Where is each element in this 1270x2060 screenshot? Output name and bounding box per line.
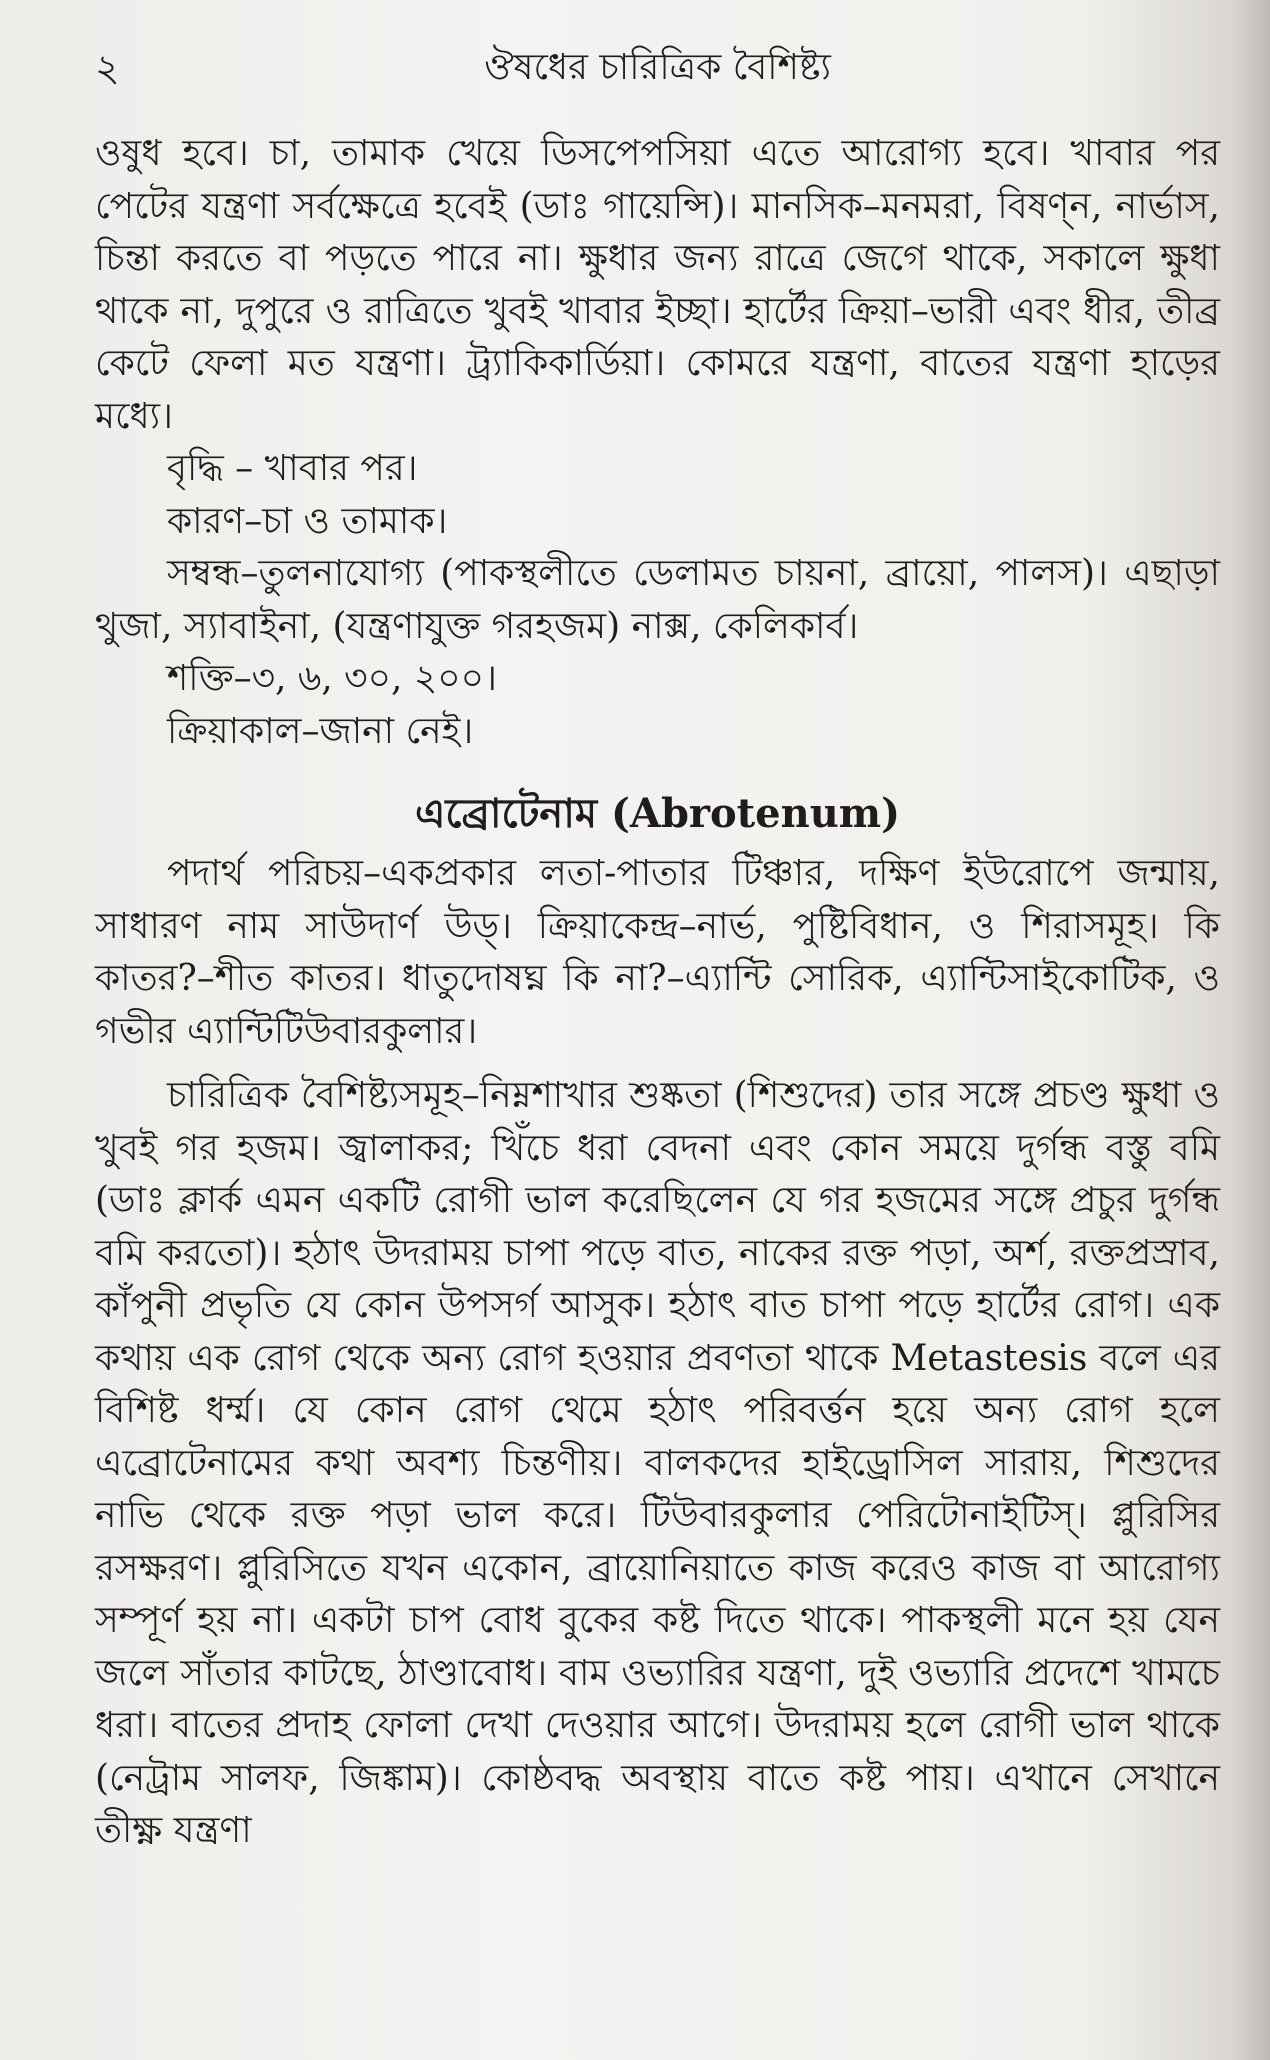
paragraph-characteristics: চারিত্রিক বৈশিষ্ট্যসমূহ–নিম্নশাখার শুষ্কতা (শিশুদের) তার সঙ্গে প্রচণ্ড ক্ষুধা ও খুবই গর হজম। জ্বালাকর; খিঁচে ধরা বেদনা এবং কোন সময়ে দুর্গন্ধ বস্তু বমি (ডাঃ ক্লার্ক এমন একটি রোগী ভাল করেছিলেন যে গর হজমের সঙ্গে প্রচুর দুর্গন্ধ বমি করতো)। হঠাৎ উদরাময় চাপা পড়ে বাত, নাকের রক্ত পড়া, অর্শ, রক্তপ্রস্রাব, কাঁপুনী প্রভৃতি যে কোন উপসর্গ আসুক। হঠাৎ বাত চাপা পড়ে হার্টের রোগ। এক কথায় এক রোগ থেকে অন্য রোগ হওয়ার প্রবণতা থাকে Metastesis বলে এর বিশিষ্ট ধর্ম্ম। যে কোন রোগ থেমে হঠাৎ পরিবর্ত্তন হয়ে অন্য রোগ হলে এব্রোটেনামের কথা অবশ্য চিন্তণীয়। বালকদের হাইড্রোসিল সারায়, শিশুদের নাভি থেকে রক্ত পড়া ভাল করে। টিউবারকুলার পেরিটোনাইটিস্। প্লুরিসির রসক্ষরণ। প্লুরিসিতে যখন একোন, ব্রায়োনিয়াতে কাজ করেও কাজ বা আরোগ্য সম্পূর্ণ হয় না। একটা চাপ বোধ বুকের কষ্ট দিতে থাকে। পাকস্থলী মনে হয় যেন জলে সাঁতার কাটছে, ঠাণ্ডাবোধ। বাম ওভ্যারির যন্ত্রণা, দুই ওভ্যারি প্রদেশে খামচে ধরা। বাতের প্রদাহ ফোলা দেখা দেওয়ার আগে। উদরাময় হলে রোগী ভাল থাকে (নেট্রাম সালফ, জিঙ্কাম)। কোষ্ঠবদ্ধ অবস্থায় বাতে কষ্ট পায়। এখানে সেখানে তীক্ষ্ণ যন্ত্রণা [95,1075,1220,1851]
paragraph-cause: কারণ–চা ও তামাক। [167,500,448,542]
page-content [95,128,1220,1858]
remedy-heading: এব্রোটেনাম (Abrotenum) [414,790,901,837]
paragraph-substance-intro: পদার্থ পরিচয়–একপ্রকার লতা-পাতার টিঞ্চার, দক্ষিণ ইউরোপে জন্মায়, সাধারণ নাম সাউদার্ণ উড্। ক্রিয়াকেন্দ্র–নার্ভ, পুষ্টিবিধান, ও শিরাসমূহ। কি কাতর?–শীত কাতর। ধাতুদোষঘ্ন কি না?–এ্যান্টি সোরিক, এ্যান্টিসাইকোটিক, ও গভীর এ্যান্টিটিউবারকুলার। [95,853,1220,1052]
page-number: ২ [95,46,120,90]
running-title: ঔষধের চারিত্রিক বৈশিষ্ট্য [484,47,831,88]
page-header [95,38,1220,98]
paragraph-continuation: ওষুধ হবে। চা, তামাক খেয়ে ডিসপেপসিয়া এতে আরোগ্য হবে। খাবার পর পেটের যন্ত্রণা সর্বক্ষেত্রে হবেই (ডাঃ গায়েন্সি)। মানসিক–মনমরা, বিষণ্ন, নার্ভাস, চিন্তা করতে বা পড়তে পারে না। ক্ষুধার জন্য রাত্রে জেগে থাকে, সকালে ক্ষুধা থাকে না, দুপুরে ও রাত্রিতে খুবই খাবার ইচ্ছা। হার্টের ক্রিয়া–ভারী এবং ধীর, তীব্র কেটে ফেলা মত যন্ত্রণা। ট্র্যাকিকার্ডিয়া। কোমরে যন্ত্রণা, বাতের যন্ত্রণা হাড়ের মধ্যে। [95,133,1220,437]
paragraph-aggravation: বৃদ্ধি – খাবার পর। [167,448,418,489]
paragraph-potency: শক্তি–৩, ৬, ৩০, ২০০। [167,658,497,699]
paragraph-duration: ক্রিয়াকাল–জানা নেই। [167,710,474,752]
paragraph-gap [95,1058,1220,1070]
paragraph-relationship: সম্বন্ধ–তুলনাযোগ্য (পাকস্থলীতে ডেলামত চায়না, ব্রায়ো, পালস)। এছাড়া থুজা, স্যাবাইনা, (যন্ত্রণাযুক্ত গরহজম) নাক্স, কেলিকার্ব। [95,553,1220,647]
